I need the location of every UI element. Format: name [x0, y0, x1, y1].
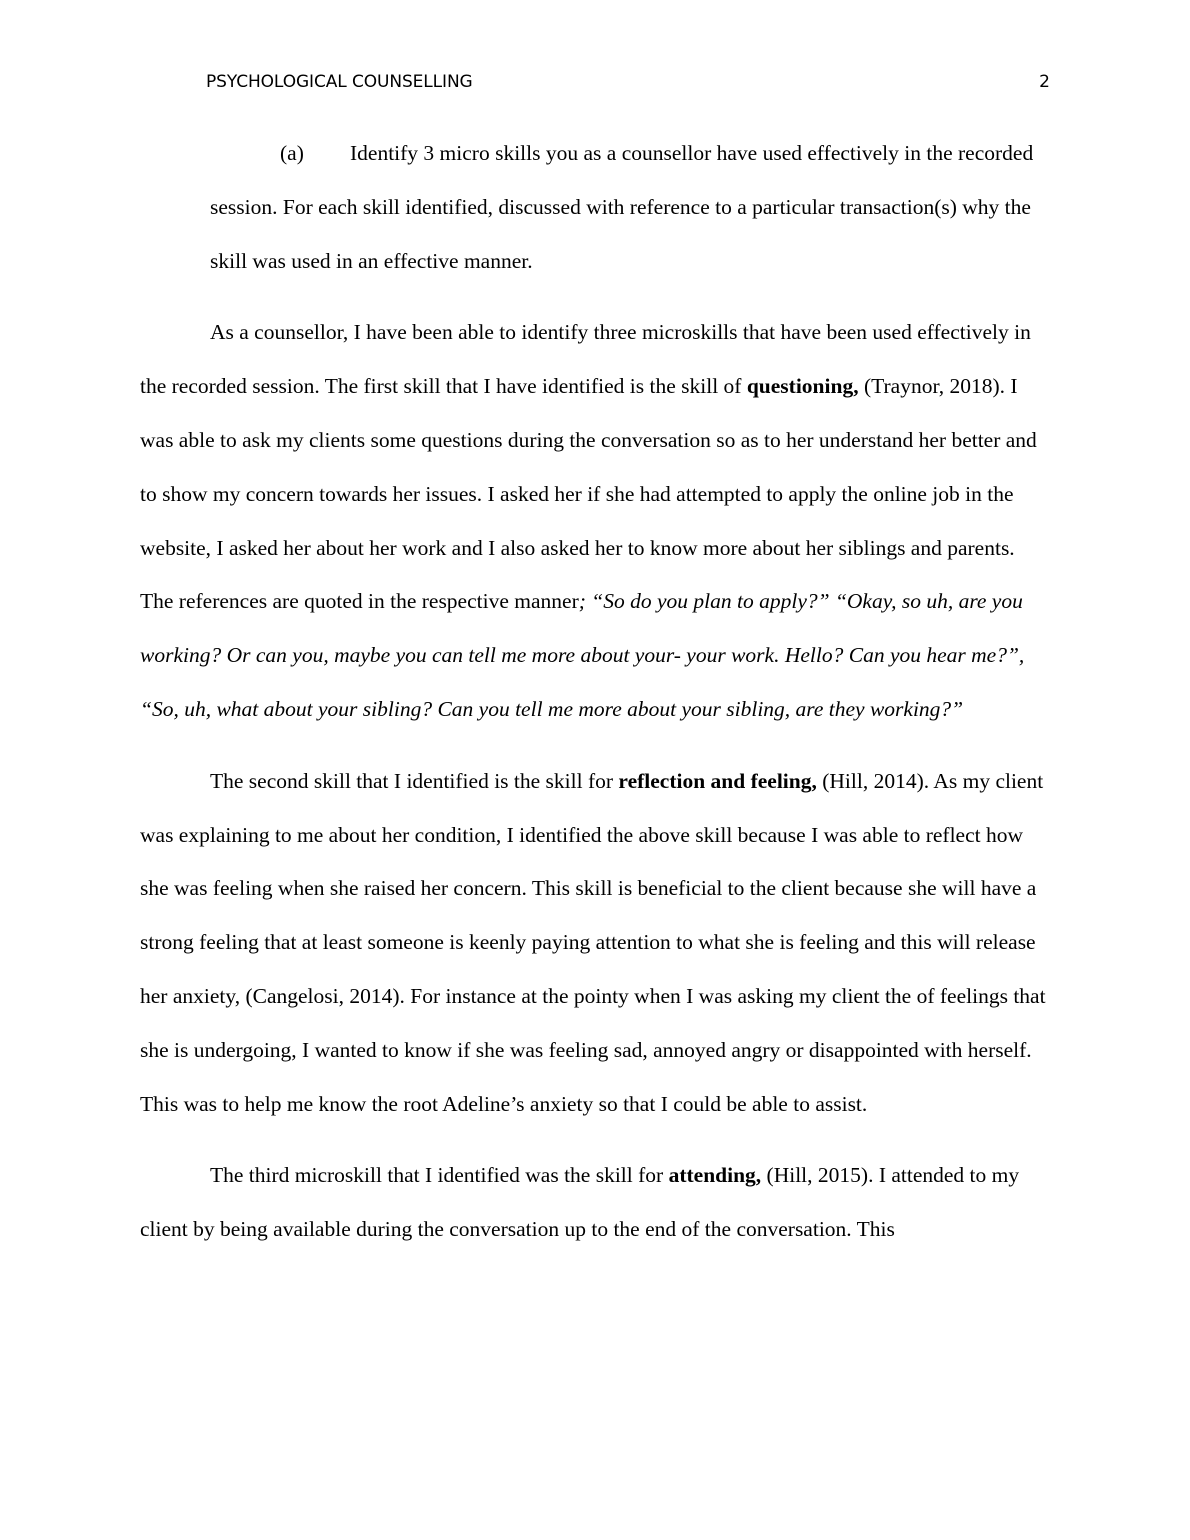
paragraph-body: (Hill, 2014). As my client was explaining to me about her condition, I identified the above skill because I was able to reflect how she was feeling when she raised her concern. This skill is beneficial to the client because she will have a strong feeling that at least someone is keenly paying attention to what she is feeling and this will release her anxiety, (Cangelosi, 2014). For instance at the pointy when I was asking my client the of feelings that she is undergoing, I wanted to know if she was feeling sad, annoyed angry or disappointed with herself. This was to help me know the root Adeline’s anxiety so that I could be able to assist.: [140, 768, 1046, 1116]
page-number: 2: [1039, 72, 1050, 92]
quoted-transactions: ; “So do you plan to apply?” “Okay, so uh, are you working? Or can you, maybe you can tell me more about your- your work. Hello? Can you hear me?”, “So, uh, what about your sibling? Can you tell me more about your sibling, are they working?”: [140, 589, 1025, 721]
paragraph-reflection: [140, 755, 1052, 1132]
paragraph-questioning: [140, 306, 1052, 736]
skill-name: questioning,: [746, 374, 859, 399]
paragraph-body: (Traynor, 2018). I was able to ask my clients some questions during the conversation so as to her understand her better and to show my concern towards her issues. I asked her if she had attempted to apply the online job in the website, I asked her about her work and I also asked her to know more about her siblings and parents. The references are quoted in the respective manner: [140, 374, 1037, 614]
question-a: [210, 127, 1052, 288]
question-label: (a): [280, 141, 304, 165]
paragraph-intro: The third microskill that I identified was the skill for: [210, 1163, 669, 1188]
skill-name: reflection and feeling,: [618, 768, 817, 793]
running-header-title: PSYCHOLOGICAL COUNSELLING: [206, 72, 473, 92]
paragraph-attending: [140, 1149, 1052, 1257]
paragraph-body: (Hill, 2015). I attended to my client by being available during the conversation up to the end of the conversation. This: [140, 1163, 1020, 1242]
paragraph-intro: The second skill that I identified is the skill for: [210, 768, 619, 793]
skill-name: attending,: [668, 1163, 762, 1188]
paragraph-intro: As a counsellor, I have been able to identify three microskills that have been used effectively in the recorded session. The first skill that I have identified is the skill of: [140, 320, 1031, 399]
document-body: [140, 127, 1052, 1275]
question-text: Identify 3 micro skills you as a counsellor have used effectively in the recorded session. For each skill identified, discussed with reference to a particular transaction(s) why the skill was used in an effective manner.: [210, 141, 1034, 273]
